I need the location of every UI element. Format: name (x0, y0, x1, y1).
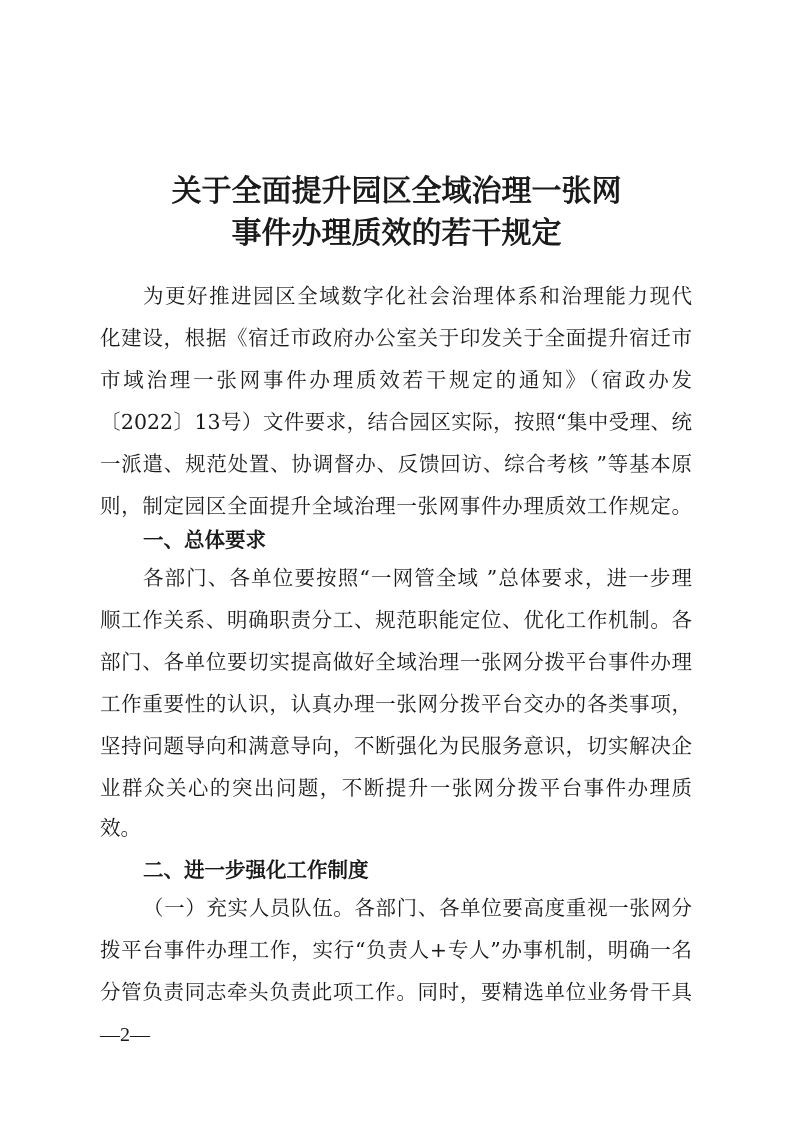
section1-line-7: 效。 (100, 816, 141, 840)
section2-line-2: 拨平台事件办理工作，实行“负责人+专人”办事机制，明确一名 (100, 938, 692, 962)
section1-line-5: 坚持问题导向和满意导向，不断强化为民服务意识，切实解决企 (100, 734, 692, 758)
intro-line-4: 〔2022〕13号）文件要求，结合园区实际，按照“集中受理、统 (100, 410, 692, 434)
section-heading-1: 一、总体要求 (143, 528, 266, 552)
document-title-line-2: 事件办理质效的若干规定 (231, 216, 562, 251)
section1-line-4: 工作重要性的认识，认真办理一张网分拨平台交办的各类事项， (100, 692, 692, 716)
section2-line-3: 分管负责同志牵头负责此项工作。同时，要精选单位业务骨干具 (100, 980, 692, 1004)
intro-line-3: 市域治理一张网事件办理质效若干规定的通知》（宿政办发 (100, 368, 692, 392)
section2-line-1: （一）充实人员队伍。各部门、各单位要高度重视一张网分 (143, 896, 692, 920)
section1-line-6: 业群众关心的突出问题，不断提升一张网分拨平台事件办理质 (100, 776, 692, 800)
document-title-line-1: 关于全面提升园区全域治理一张网 (171, 174, 622, 209)
intro-line-1: 为更好推进园区全域数字化社会治理体系和治理能力现代 (143, 284, 692, 308)
intro-line-5: 一派遣、规范处置、协调督办、反馈回访、综合考核 ”等基本原 (100, 452, 692, 476)
page-number: —2— (100, 1024, 150, 1046)
section1-line-3: 部门、各单位要切实提高做好全域治理一张网分拨平台事件办理 (100, 650, 692, 674)
section-heading-2: 二、进一步强化工作制度 (143, 858, 369, 882)
intro-line-6: 则，制定园区全面提升全域治理一张网事件办理质效工作规定。 (100, 494, 692, 518)
section1-line-1: 各部门、各单位要按照“一网管全域 ”总体要求，进一步理 (143, 566, 692, 590)
intro-line-2: 化建设，根据《宿迁市政府办公室关于印发关于全面提升宿迁市 (100, 326, 692, 350)
section1-line-2: 顺工作关系、明确职责分工、规范职能定位、优化工作机制。各 (100, 608, 692, 632)
